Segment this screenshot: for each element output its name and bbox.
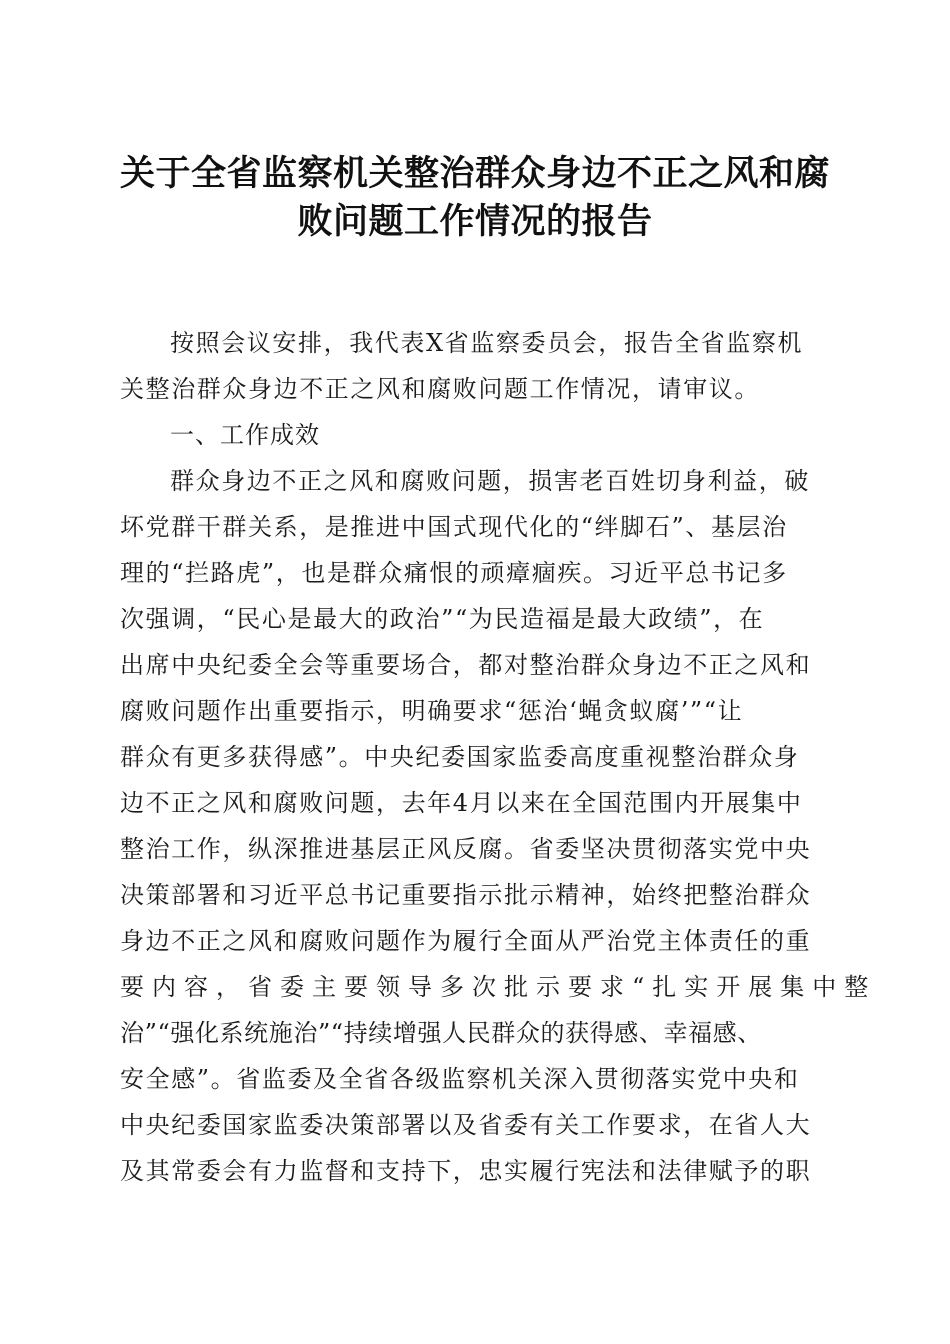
- paragraph-line: 理的“拦路虎”，也是群众痛恨的顽瘴痼疾。习近平总书记多: [120, 559, 788, 587]
- paragraph-line: 次强调，“民心是最大的政治”“为民造福是最大政绩”，在: [120, 605, 765, 633]
- section-heading: 一、工作成效: [170, 421, 320, 449]
- paragraph-line: 腐败问题作出重要指示，明确要求“惩治‘蝇贪蚁腐’”“让: [120, 697, 744, 725]
- paragraph-line: 群众身边不正之风和腐败问题，损害老百姓切身利益，破: [170, 467, 810, 495]
- paragraph-line: 治”“强化系统施治”“持续增强人民群众的获得感、幸福感、: [120, 1019, 762, 1047]
- paragraph-line: 出席中央纪委全会等重要场合，都对整治群众身边不正之风和: [120, 651, 812, 679]
- paragraph-line: 坏党群干群关系，是推进中国式现代化的“绊脚石”、基层治: [120, 513, 788, 541]
- paragraph-line: 边不正之风和腐败问题，去年4月以来在全国范围内开展集中: [120, 789, 803, 817]
- document-body: [120, 320, 877, 1194]
- paragraph-line: 群众有更多获得感”。中央纪委国家监委高度重视整治群众身: [120, 743, 800, 771]
- paragraph-line: 整治工作，纵深推进基层正风反腐。省委坚决贯彻落实党中央: [120, 835, 812, 863]
- paragraph-line: 决策部署和习近平总书记重要指示批示精神，始终把整治群众: [120, 881, 812, 909]
- document-title: [95, 150, 855, 246]
- paragraph-line: 要内容，省委主要领导多次批示要求“扎实开展集中整: [120, 973, 877, 1001]
- paragraph-line: 身边不正之风和腐败问题作为履行全面从严治党主体责任的重: [120, 927, 812, 955]
- paragraph-line: 及其常委会有力监督和支持下，忠实履行宪法和法律赋予的职: [120, 1157, 812, 1185]
- paragraph-line: 关整治群众身边不正之风和腐败问题工作情况，请审议。: [120, 375, 760, 403]
- title-line-1: 关于全省监察机关整治群众身边不正之风和腐: [119, 154, 830, 194]
- paragraph-line: 中央纪委国家监委决策部署以及省委有关工作要求，在省人大: [120, 1111, 812, 1139]
- title-line-2: 败问题工作情况的报告: [297, 202, 653, 242]
- paragraph-line: 安全感”。省监委及全省各级监察机关深入贯彻落实党中央和: [120, 1065, 800, 1093]
- paragraph-line: 按照会议安排，我代表X省监察委员会，报告全省监察机: [170, 329, 804, 357]
